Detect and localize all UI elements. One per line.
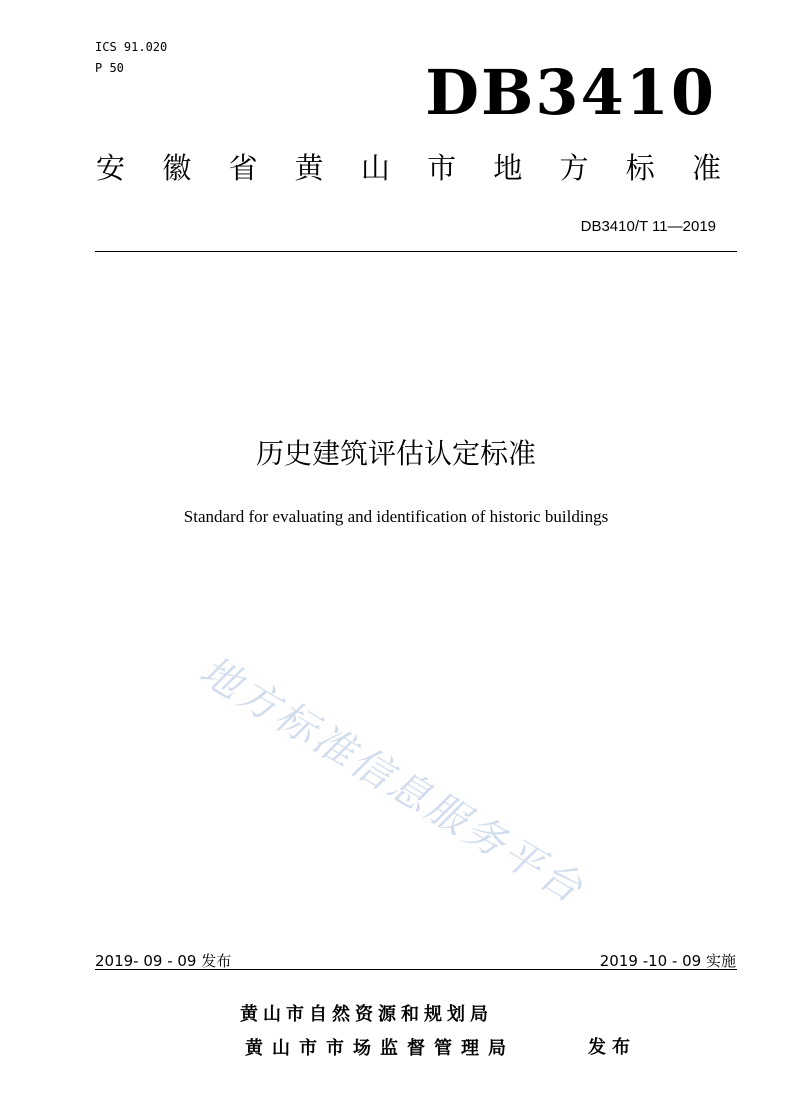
publisher-natural-resources: 黄山市自然资源和规划局 [240,1004,493,1025]
publisher-market-supervision: 黄山市市场监督管理局 [245,1038,515,1059]
issue-label: 发布 [588,1037,636,1058]
authority-char: 黄 [294,151,324,185]
watermark: 地方标准信息服务平台 [191,647,593,914]
top-divider [95,251,737,252]
authority-char: 地 [493,151,523,185]
bottom-divider [95,969,737,970]
authority-char: 市 [427,151,457,185]
ccs-code: P 50 [95,61,124,75]
authority-char: 徽 [162,151,192,185]
ics-code: ICS 91.020 [95,40,168,54]
authority-char: 方 [559,151,589,185]
standard-code: DB3410 [425,56,716,129]
authority-char: 安 [96,151,126,185]
authority-char: 省 [228,151,258,185]
page-title: 历史建筑评估认定标准 [255,437,536,470]
release-date: 2019- 09 - 09 发布 [95,952,232,970]
authority-char: 标 [625,151,655,185]
english-title: Standard for evaluating and identification of historic buildings [183,507,609,526]
authority-title [96,151,721,185]
document-number: DB3410/T 11—2019 [580,218,716,235]
authority-char: 准 [691,151,721,185]
authority-char: 山 [360,151,390,185]
effective-date: 2019 -10 - 09 实施 [599,952,736,970]
